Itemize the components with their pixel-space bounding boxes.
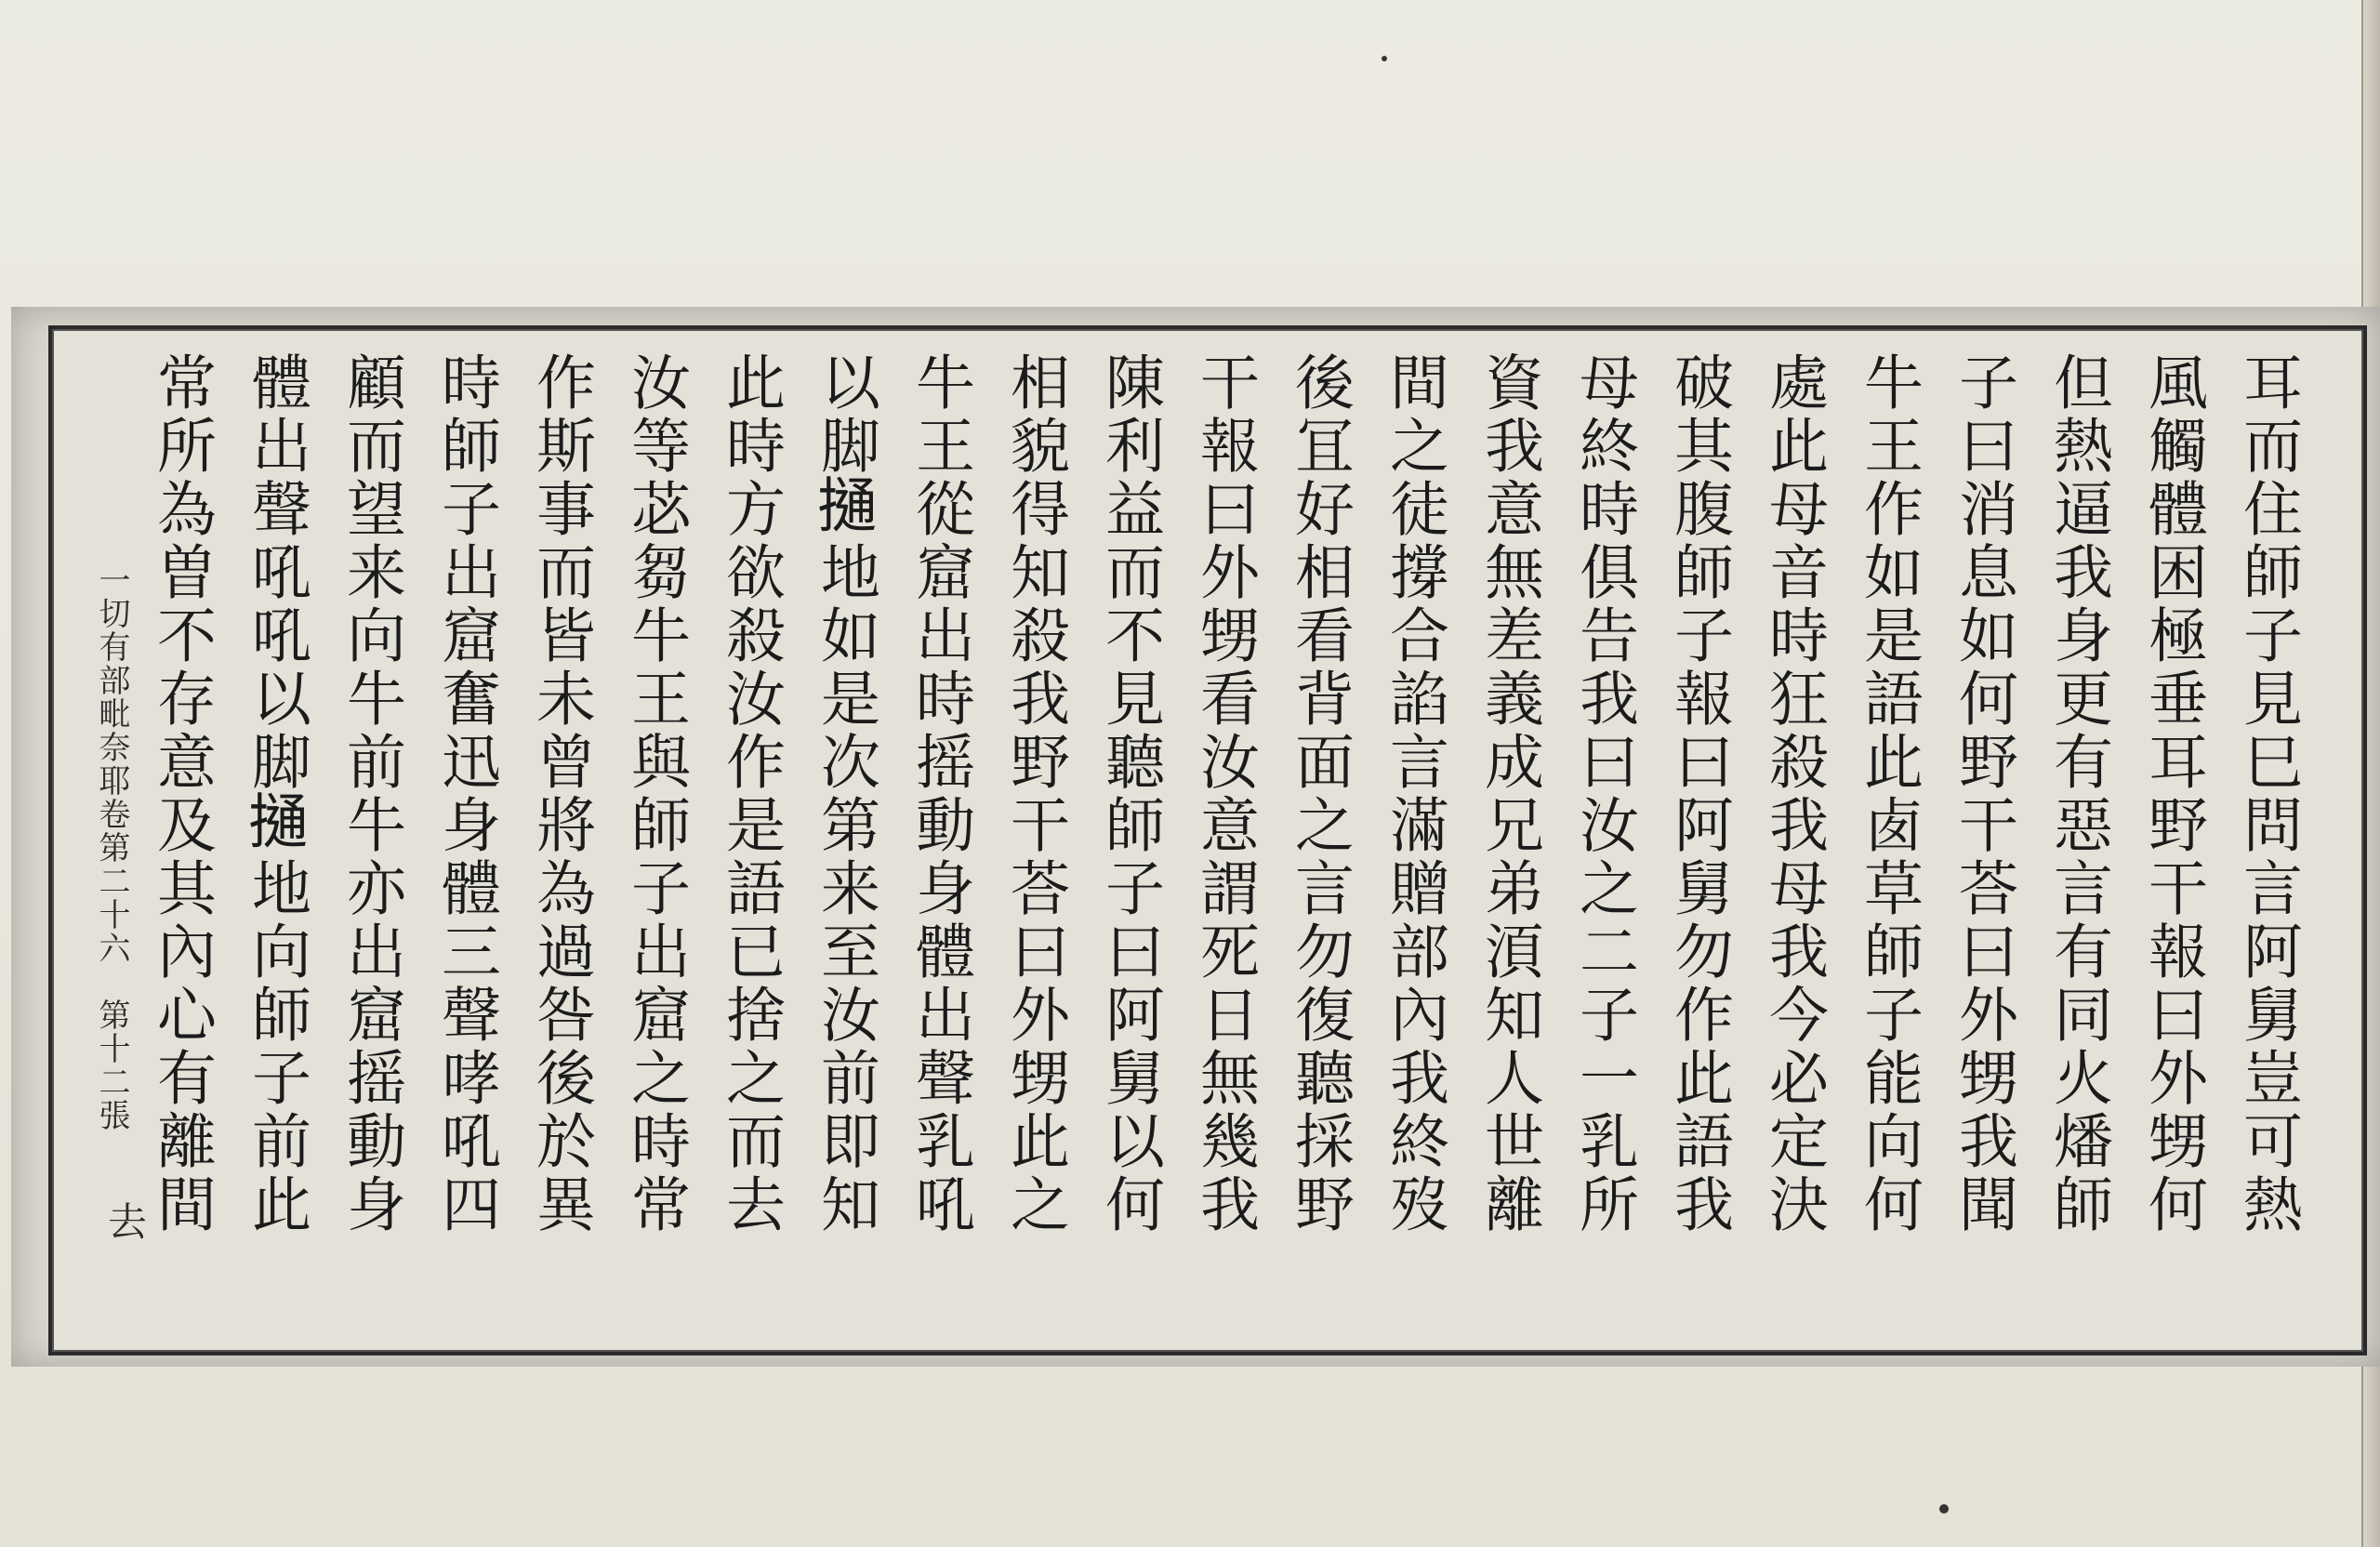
text-column: 母終時俱告我曰汝之二子一乳所: [1569, 351, 1638, 1236]
text-column: 後冝好相看背面之言勿復聽採野: [1285, 351, 1354, 1236]
text-column: 時師子出窟奮迅身體三聲哮吼四: [431, 351, 500, 1236]
text-column: 干報曰外甥看汝意謂死日無幾我: [1190, 351, 1259, 1236]
text-column: 間之徒撐合諂言滿贈部內我終歿: [1380, 351, 1448, 1236]
text-column: 子曰消息如何野干荅曰外甥我聞: [1949, 351, 2017, 1236]
text-column: 處此母音時狂殺我母我今必定決: [1759, 351, 1828, 1236]
text-column: 資我意無差義成兄弟湏知人世離: [1474, 351, 1543, 1236]
text-column: 汝等苾芻牛王與師子出窟之時常: [621, 351, 690, 1236]
text-column: 牛王作如是語此𠧧草師子能向何: [1854, 351, 1923, 1236]
text-column: 作斯事而皆未曾將為過咎後於異: [526, 351, 595, 1236]
text-column: 但熱逼我身更有惡言有同火燔師: [2043, 351, 2112, 1236]
text-column: 風觸體困極垂耳野干報曰外甥何: [2138, 351, 2207, 1236]
text-column: 牛王從窟出時摇動身體出聲乳吼: [906, 351, 974, 1236]
ink-speck: [1939, 1504, 1949, 1514]
text-column: 耳而住師子見巳問言阿舅豈可熱: [2233, 351, 2302, 1236]
volume-title: 一切有部毗奈耶卷第二十六 第十二張: [93, 563, 130, 1132]
ink-speck: [1382, 56, 1387, 61]
text-column: 此時方欲殺汝作是語已捨之而去: [716, 351, 785, 1236]
text-column: 常所為曽不存意及其內心有離間: [147, 351, 216, 1236]
text-column: 顧而望来向牛前牛亦出窟摇動身: [337, 351, 405, 1236]
text-column: 相貌得知殺我野干荅曰外甥此之: [1000, 351, 1069, 1236]
text-column: 體出聲吼吼以脚𢳟地向師子前此: [242, 351, 311, 1236]
main-text: [102, 351, 2315, 1337]
text-column: 以脚𢳟地如是次第来至汝前即知: [811, 351, 879, 1236]
page-mark: 去: [102, 1201, 148, 1240]
text-column: 陳利益而不見聽師子曰阿舅以何: [1095, 351, 1164, 1236]
text-column: 破其腹師子報曰阿舅勿作此語我: [1664, 351, 1733, 1236]
